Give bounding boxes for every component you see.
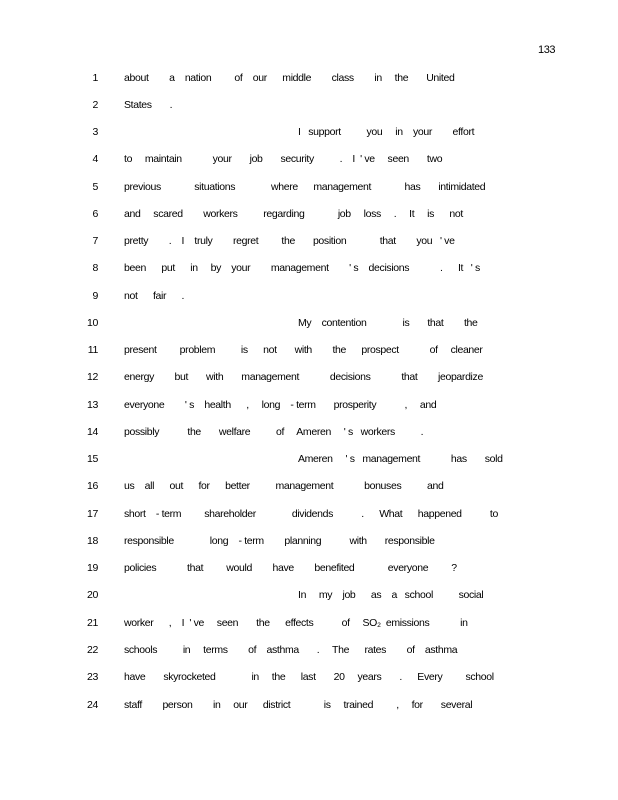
transcript-line [0,179,618,195]
line-text: schools in terms of asthma . The rates of asthma [124,644,458,656]
transcript-line [0,451,618,467]
line-number: 7 [92,235,98,247]
line-text: about a nation of our middle class in the United [124,72,455,84]
line-text: worker , I ' ve seen the effects of SO₂ emissions in [124,617,468,629]
line-number: 5 [92,181,98,193]
line-number: 13 [87,399,98,411]
line-text: been put in by your management ' s decisions . It ' s [124,262,480,274]
transcript-line [0,506,618,522]
line-text: My contention is that the [298,317,478,329]
line-number: 12 [87,371,98,383]
transcript-line [0,342,618,358]
line-number: 6 [92,208,98,220]
line-text: present problem is not with the prospect of cleaner [124,344,483,356]
line-number: 21 [87,617,98,629]
line-text: short - term shareholder dividends . What happened to [124,508,498,520]
line-text: and scared workers regarding job loss . It is not [124,208,463,220]
line-number: 3 [92,126,98,138]
transcript-line [0,587,618,603]
line-number: 2 [92,99,98,111]
transcript-line [0,560,618,576]
transcript-line [0,206,618,222]
line-text: policies that would have benefited everyone ? [124,562,457,574]
transcript-line [0,70,618,86]
line-text: previous situations where management has intimidated [124,181,486,193]
line-text: possibly the welfare of Ameren ' s workers . [124,426,424,438]
transcript-line [0,288,618,304]
line-number: 14 [87,426,98,438]
transcript-line [0,124,618,140]
transcript-line [0,697,618,713]
line-number: 9 [92,290,98,302]
line-text: In my job as a school social [298,589,484,601]
line-text: staff person in our district is trained , for several [124,699,473,711]
line-text: everyone ' s health , long - term prosperity , and [124,399,437,411]
line-text: responsible long - term planning with responsible [124,535,435,547]
transcript-line [0,369,618,385]
line-text: pretty . I truly regret the position that you ' ve [124,235,455,247]
line-number: 4 [92,153,98,165]
line-number: 16 [87,480,98,492]
line-number: 24 [87,699,98,711]
page-number: 133 [538,44,556,56]
line-number: 19 [87,562,98,574]
line-number: 23 [87,671,98,683]
line-text: Ameren ' s management has sold [298,453,503,465]
line-number: 15 [87,453,98,465]
transcript-line [0,533,618,549]
line-text: I support you in your effort [298,126,475,138]
transcript-line [0,642,618,658]
line-number: 8 [92,262,98,274]
transcript-line [0,424,618,440]
line-text: not fair . [124,290,185,302]
transcript-line [0,97,618,113]
line-number: 10 [87,317,98,329]
line-number: 20 [87,589,98,601]
line-text: energy but with management decisions that jeopardize [124,371,483,383]
line-text: have skyrocketed in the last 20 years . Every school [124,671,494,683]
line-number: 18 [87,535,98,547]
transcript-line [0,397,618,413]
transcript-line [0,260,618,276]
transcript-line [0,669,618,685]
transcript-line [0,233,618,249]
line-text: States . [124,99,173,111]
transcript-line [0,615,618,631]
transcript-line [0,478,618,494]
line-text: to maintain your job security . I ' ve seen two [124,153,443,165]
transcript-line [0,315,618,331]
line-number: 1 [92,72,98,84]
transcript-line [0,151,618,167]
line-number: 22 [87,644,98,656]
line-number: 17 [87,508,98,520]
line-number: 11 [87,344,98,356]
line-text: us all out for better management bonuses and [124,480,444,492]
